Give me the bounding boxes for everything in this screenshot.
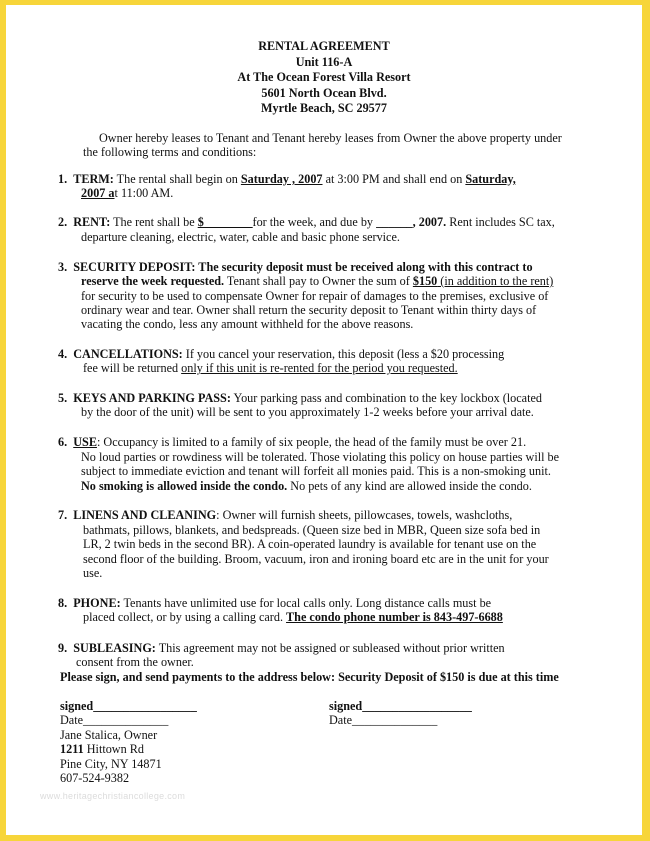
- linens-text: : Owner will furnish sheets, pillowcases, towels, washcloths,: [216, 508, 513, 522]
- owner-street: [60, 742, 144, 757]
- deposit-line-5: vacating the condo, less any amount withheld for the above reasons.: [81, 317, 414, 331]
- linens-line-2: bathmats, pillows, blankets, and bedspreads. (Queen size bed in MBR, Queen size sofa bed in: [83, 523, 541, 537]
- watermark: www.heritagechristiancollege.com: [40, 791, 186, 801]
- use-line-4: [81, 479, 532, 494]
- phone-heading: PHONE:: [73, 596, 121, 610]
- deposit-line-3: for security to be used to compensate Owner for repair of damages to the premises, exclusive of: [81, 289, 549, 303]
- owner-city: Pine City, NY 14871: [60, 757, 162, 771]
- resort-street: 5601 North Ocean Blvd.: [261, 85, 387, 100]
- signed-label: signed: [329, 699, 363, 713]
- term-text-2: at 3:00 PM and shall end on: [322, 172, 466, 186]
- owner-street-number: 1211: [60, 742, 84, 756]
- section-number: 8.: [58, 596, 68, 610]
- deposit-amount-note: (in addition to the rent): [437, 274, 554, 288]
- section-deposit: [58, 260, 533, 275]
- use-heading: USE: [73, 435, 97, 449]
- rent-text-2: for the week, and due by: [252, 215, 377, 229]
- section-phone: [58, 596, 491, 611]
- sublease-heading: SUBLEASING:: [73, 641, 156, 655]
- phone-line-2: [83, 610, 503, 625]
- term-begin-date: Saturday , 2007: [240, 172, 323, 186]
- intro-line-2: the following terms and conditions:: [83, 145, 257, 159]
- linens-line-4: second floor of the building. Broom, vacuum, iron and ironing board etc are in the unit for your: [83, 552, 549, 566]
- deposit-line-4: ordinary wear and tear. Owner shall return the security deposit to Tenant within thirty days of: [81, 303, 537, 317]
- rent-amount: $________: [197, 215, 253, 229]
- rent-text: The rent shall be: [110, 215, 198, 229]
- signature-line-right: __________________: [362, 699, 472, 713]
- term-end-time: t 11:00 AM.: [114, 186, 174, 200]
- payment-instructions: Please sign, and send payments to the address below: Security Deposit of $150 is due at this time: [60, 670, 559, 684]
- date-line-right: Date______________: [329, 713, 438, 727]
- section-number: 5.: [58, 391, 68, 405]
- section-number: 9.: [58, 641, 68, 655]
- resort-name: At The Ocean Forest Villa Resort: [237, 70, 411, 84]
- use-text: : Occupancy is limited to a family of six people, the head of the family must be over 21.: [96, 435, 527, 449]
- deposit-amount: $150: [412, 274, 438, 288]
- deposit-heading: SECURITY DEPOSIT:: [73, 260, 196, 274]
- section-number: 3.: [58, 260, 68, 274]
- condo-phone-number: The condo phone number is 843-497-6688: [286, 610, 503, 624]
- rent-heading: RENT:: [73, 215, 111, 229]
- linens-line-5: use.: [83, 566, 103, 580]
- deposit-bold-1: The security deposit must be received along with this contract to: [195, 260, 533, 274]
- term-heading: TERM:: [73, 172, 114, 186]
- resort-city: Myrtle Beach, SC 29577: [261, 101, 387, 115]
- cancel-heading: CANCELLATIONS:: [73, 347, 183, 361]
- section-number: 7.: [58, 508, 68, 522]
- document-header: [6, 39, 642, 117]
- keys-heading: KEYS AND PARKING PASS:: [73, 391, 231, 405]
- term-text: The rental shall begin on: [113, 172, 241, 186]
- linens-line-3: LR, 2 twin beds in the second BR). A coin-operated laundry is available for tenant use on the: [83, 537, 537, 551]
- section-rent: [58, 215, 555, 230]
- term-end-year: 2007 a: [81, 186, 115, 200]
- section-keys: [58, 391, 542, 406]
- keys-text: Your parking pass and combination to the key lockbox (located: [230, 391, 542, 405]
- section-number: 1.: [58, 172, 68, 186]
- signature-right: [329, 699, 472, 714]
- owner-street-name: Hittown Rd: [83, 742, 144, 756]
- term-end-day: Saturday,: [465, 172, 516, 186]
- signed-label: signed: [60, 699, 94, 713]
- sublease-line-2: consent from the owner.: [76, 655, 194, 669]
- intro-line-1: Owner hereby leases to Tenant and Tenant hereby leases from Owner the above property under: [99, 131, 562, 145]
- rent-due-date: ______, 2007.: [376, 215, 447, 229]
- section-linens: [58, 508, 512, 523]
- no-smoking-notice: No smoking is allowed inside the condo.: [81, 479, 288, 493]
- keys-line-2: by the door of the unit) will be sent to you approximately 1-2 weeks before your arrival date.: [81, 405, 534, 419]
- cancel-refund-condition: only if this unit is re-rented for the period you requested.: [181, 361, 458, 375]
- date-line-left: Date______________: [60, 713, 169, 727]
- deposit-line-2: [81, 274, 553, 289]
- section-term: [58, 172, 516, 187]
- deposit-text: Tenant shall pay to Owner the sum of: [224, 274, 413, 288]
- cancel-text-2: fee will be returned: [83, 361, 182, 375]
- document-page: [6, 5, 642, 835]
- section-use: [58, 435, 526, 450]
- signature-left: [60, 699, 197, 714]
- owner-phone: 607-524-9382: [60, 771, 130, 785]
- linens-heading: LINENS AND CLEANING: [73, 508, 217, 522]
- section-number: 6.: [58, 435, 68, 449]
- rent-line-2: departure cleaning, electric, water, cable and basic phone service.: [81, 230, 400, 244]
- deposit-bold-2: reserve the week requested.: [81, 274, 225, 288]
- unit-number: Unit 116-A: [295, 54, 353, 69]
- section-number: 2.: [58, 215, 68, 229]
- use-line-3: subject to immediate eviction and tenant will forfeit all monies paid. This is a non-smoking unit.: [81, 464, 551, 478]
- document-title: RENTAL AGREEMENT: [258, 39, 390, 53]
- signature-line-left: _________________: [93, 699, 197, 713]
- owner-name: Jane Stalica, Owner: [60, 728, 158, 742]
- no-pets-notice: No pets of any kind are allowed inside the condo.: [287, 479, 532, 493]
- rent-text-3: Rent includes SC tax,: [446, 215, 555, 229]
- section-cancellations: [58, 347, 504, 362]
- section-number: 4.: [58, 347, 68, 361]
- section-subleasing: [58, 641, 505, 656]
- phone-text-2: placed collect, or by using a calling card.: [83, 610, 287, 624]
- cancel-text: If you cancel your reservation, this deposit (less a $20 processing: [182, 347, 505, 361]
- phone-text: Tenants have unlimited use for local calls only. Long distance calls must be: [120, 596, 492, 610]
- use-line-2: No loud parties or rowdiness will be tolerated. Those violating this policy on house parties will be: [81, 450, 560, 464]
- section-term-line-2: [81, 186, 173, 201]
- cancel-line-2: [83, 361, 458, 376]
- sublease-text: This agreement may not be assigned or subleased without prior written: [155, 641, 505, 655]
